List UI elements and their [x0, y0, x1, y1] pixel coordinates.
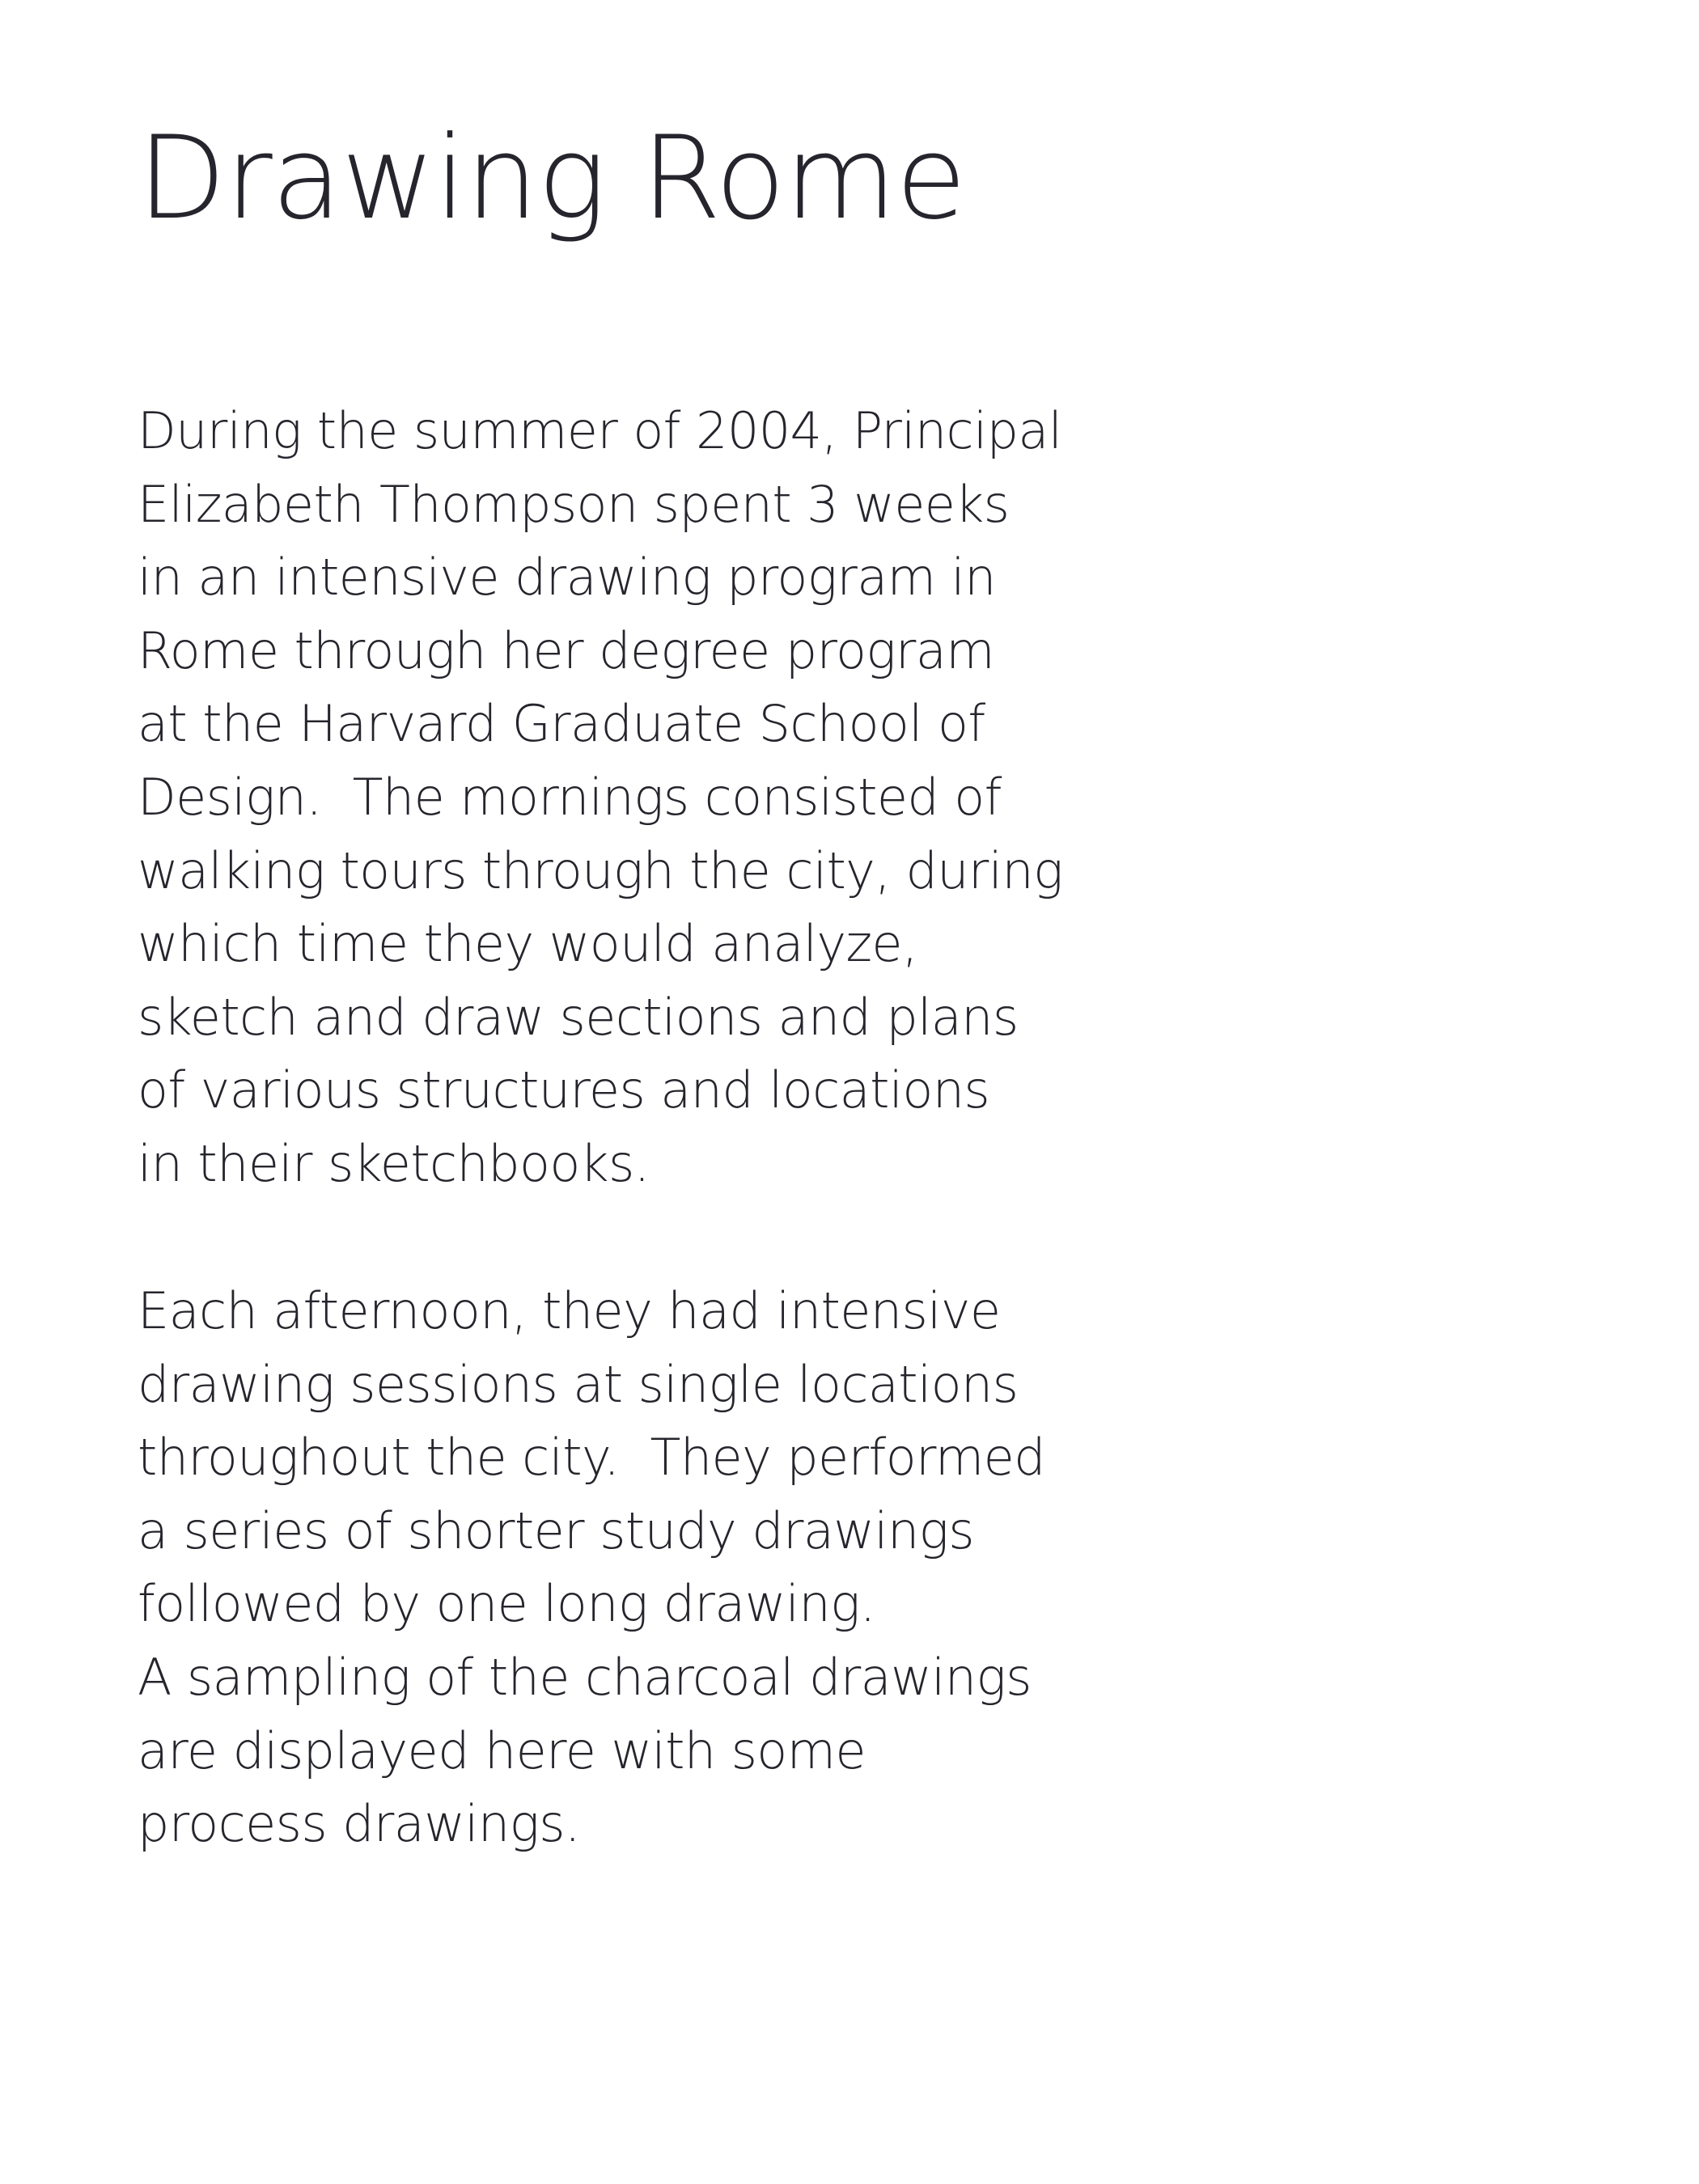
paragraph-line: sketch and draw sections and plans: [138, 987, 1019, 1047]
paragraph-line: A sampling of the charcoal drawings: [138, 1647, 1032, 1707]
paragraph-line: Rome through her degree program: [138, 620, 995, 680]
paragraph-line: at the Harvard Graduate School of: [138, 694, 985, 754]
paragraph-line: which time they would analyze,: [138, 914, 918, 974]
paragraph-line: Elizabeth Thompson spent 3 weeks: [138, 474, 1010, 534]
paragraph-line: drawing sessions at single locations: [138, 1354, 1019, 1414]
paragraph-line: are displayed here with some: [138, 1721, 866, 1780]
paragraph-line: in an intensive drawing program in: [138, 548, 996, 607]
paragraph-line: a series of shorter study drawings: [138, 1500, 974, 1560]
paragraph-intro: [138, 395, 1108, 1201]
page-title: Drawing Rome: [138, 112, 966, 245]
paragraph-line: Each afternoon, they had intensive: [138, 1281, 1001, 1340]
paragraph-line: Design. The mornings consisted of: [138, 767, 1002, 827]
paragraph-line: During the summer of 2004, Principal: [138, 401, 1062, 460]
paragraph-line: walking tours through the city, during: [138, 840, 1063, 900]
paragraph-line: of various structures and locations: [138, 1060, 990, 1120]
paragraph-line: throughout the city. They performed: [138, 1428, 1045, 1488]
paragraph-afternoons: [138, 1275, 1108, 1861]
paragraph-line: followed by one long drawing.: [138, 1574, 875, 1634]
paragraph-line: in their sketchbooks.: [138, 1133, 650, 1193]
paragraph-line: process drawings.: [138, 1794, 581, 1854]
